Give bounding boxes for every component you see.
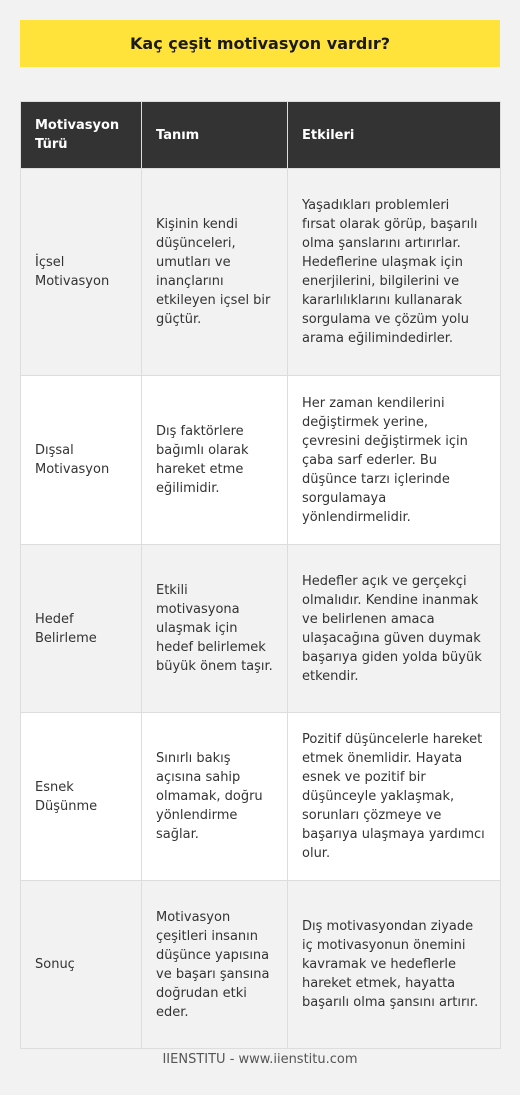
cell-type: Hedef Belirleme [21, 545, 142, 713]
motivation-table [20, 101, 501, 1049]
table-header-row [21, 102, 501, 169]
cell-effects: Dış motivasyondan ziyade iç motivasyonun önemini kavramak ve hedeflerle hareket etmek, hayatta başarılı olma şansını artırır. [288, 881, 501, 1049]
table-row [21, 376, 501, 545]
cell-effects: Pozitif düşüncelerle hareket etmek önemlidir. Hayata esnek ve pozitif bir düşünceyle yaklaşmak, sorunları çözmeye ve başarıya ulaşmaya yardımcı olur. [288, 713, 501, 881]
cell-definition: Motivasyon çeşitleri insanın düşünce yapısına ve başarı şansına doğrudan etki eder. [142, 881, 288, 1049]
cell-type: İçsel Motivasyon [21, 169, 142, 376]
cell-type: Dışsal Motivasyon [21, 376, 142, 545]
table-row [21, 713, 501, 881]
cell-effects: Her zaman kendilerini değiştirmek yerine, çevresini değiştirmek için çaba sarf ederler. Bu düşünce tarzı içlerinde sorgulamaya yönlendirmelidir. [288, 376, 501, 545]
header-definition: Tanım [142, 102, 288, 169]
header-effects: Etkileri [288, 102, 501, 169]
page-title: Kaç çeşit motivasyon vardır? [20, 20, 500, 67]
cell-effects: Hedefler açık ve gerçekçi olmalıdır. Kendine inanmak ve belirlenen amaca ulaşacağına güven duymak başarıya giden yolda büyük etkendir. [288, 545, 501, 713]
header-type: Motivasyon Türü [21, 102, 142, 169]
cell-type: Sonuç [21, 881, 142, 1049]
cell-definition: Sınırlı bakış açısına sahip olmamak, doğru yönlendirme sağlar. [142, 713, 288, 881]
footer-credit: IIENSTITU - www.iienstitu.com [162, 1052, 358, 1067]
cell-definition: Kişinin kendi düşünceleri, umutları ve inançlarını etkileyen içsel bir güçtür. [142, 169, 288, 376]
cell-definition: Etkili motivasyona ulaşmak için hedef belirlemek büyük önem taşır. [142, 545, 288, 713]
cell-type: Esnek Düşünme [21, 713, 142, 881]
cell-definition: Dış faktörlere bağımlı olarak hareket etme eğilimidir. [142, 376, 288, 545]
table-row [21, 881, 501, 1049]
table-row [21, 169, 501, 376]
table-row [21, 545, 501, 713]
cell-effects: Yaşadıkları problemleri fırsat olarak görüp, başarılı olma şanslarını artırırlar. Hedeflerine ulaşmak için enerjilerini, bilgilerini ve kararlılıklarını kullanarak sorgulama ve çözüm yolu arama eğilimindedirler. [288, 169, 501, 376]
